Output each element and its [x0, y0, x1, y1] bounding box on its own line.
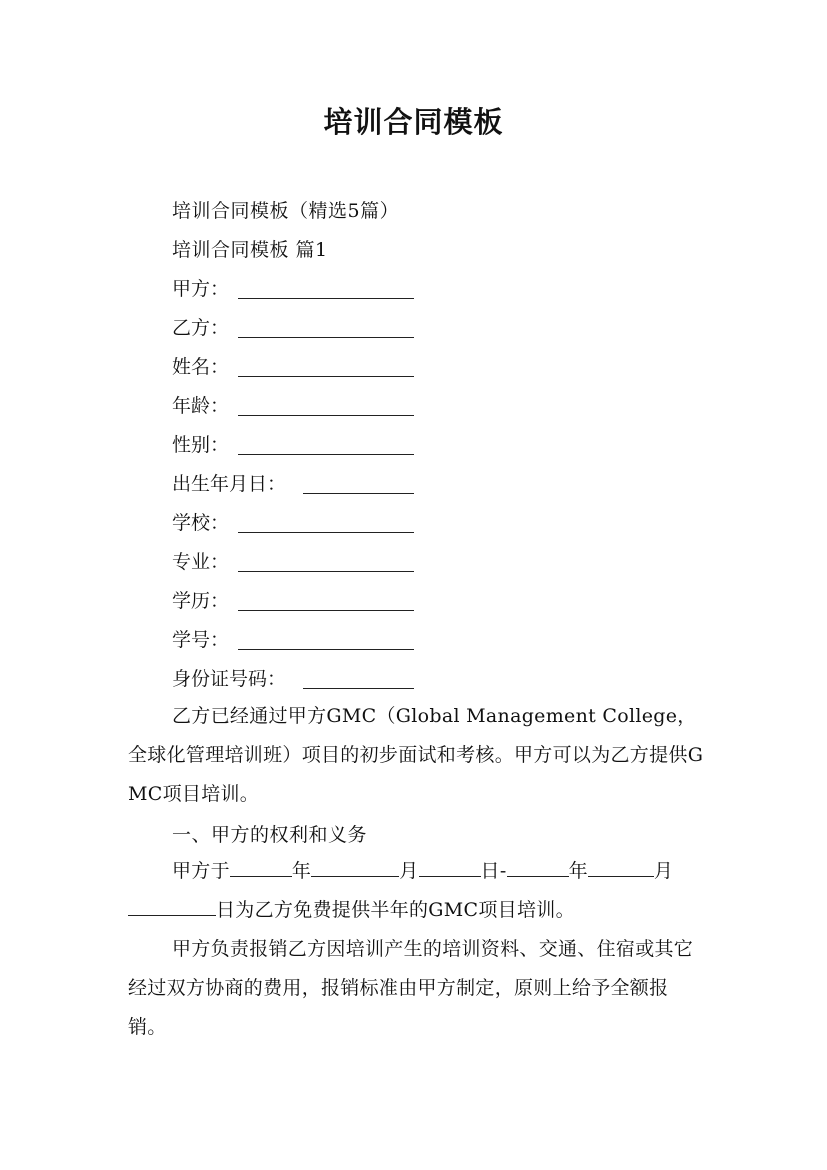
field-major [172, 549, 229, 575]
field-party-b [172, 315, 229, 341]
clause1-text: 年 [568, 860, 588, 882]
clause1-text: 月 [399, 860, 419, 882]
blank-line [238, 649, 414, 650]
intro-paragraph: 乙方已经通过甲方GMC（Global Management College，全球化管理培训班）项目的初步面试和考核。甲方可以为乙方提供GMC项目培训。 [128, 705, 704, 805]
field-school [172, 510, 229, 536]
field-label: 学历： [172, 590, 230, 612]
clause1-text: 日为乙方免费提供半年的GMC项目培训。 [216, 899, 575, 921]
blank-line [238, 571, 414, 572]
section-title: 培训合同模板 篇1 [172, 239, 328, 261]
blank-line [419, 856, 481, 877]
field-label: 乙方： [172, 317, 230, 339]
blank-line [238, 415, 414, 416]
blank-line [238, 298, 414, 299]
field-label: 姓名： [172, 356, 230, 378]
document-title: 培训合同模板 [323, 105, 504, 139]
field-label: 身份证号码： [172, 668, 287, 690]
field-birthdate [172, 471, 286, 497]
blank-line [238, 376, 414, 377]
field-age [172, 393, 229, 419]
blank-line [230, 856, 292, 877]
clause1-text: 月 [653, 860, 674, 882]
field-id-number [172, 666, 286, 692]
blank-line [303, 688, 414, 689]
field-student-id [172, 627, 229, 653]
clause1-text: 年 [291, 860, 312, 882]
field-label: 年龄： [172, 395, 230, 417]
field-gender [172, 432, 229, 458]
field-name [172, 354, 229, 380]
field-education [172, 588, 229, 614]
field-label: 学号： [172, 629, 230, 651]
blank-line [238, 454, 414, 455]
blank-line [238, 532, 414, 533]
clause1-text: 日- [480, 860, 507, 882]
field-label: 性别： [172, 434, 230, 456]
clause-heading: 一、甲方的权利和义务 [172, 824, 368, 846]
field-label: 专业： [172, 551, 230, 573]
field-party-a [172, 276, 229, 302]
blank-line [588, 856, 654, 877]
field-label: 出生年月日： [172, 473, 287, 495]
blank-line [507, 856, 569, 877]
blank-line [238, 610, 414, 611]
clause2-paragraph: 甲方负责报销乙方因培训产生的培训资料、交通、住宿或其它经过双方协商的费用，报销标准由甲方制定，原则上给予全额报销。 [128, 938, 694, 1038]
blank-line [311, 856, 399, 877]
clause1-paragraph [128, 852, 704, 930]
field-label: 学校： [172, 512, 230, 534]
document-subtitle: 培训合同模板（精选5篇） [172, 200, 400, 222]
blank-line [303, 493, 414, 494]
clause1-text: 甲方于 [172, 860, 230, 882]
blank-line [238, 337, 414, 338]
blank-line [128, 895, 216, 916]
field-label: 甲方： [172, 278, 230, 300]
